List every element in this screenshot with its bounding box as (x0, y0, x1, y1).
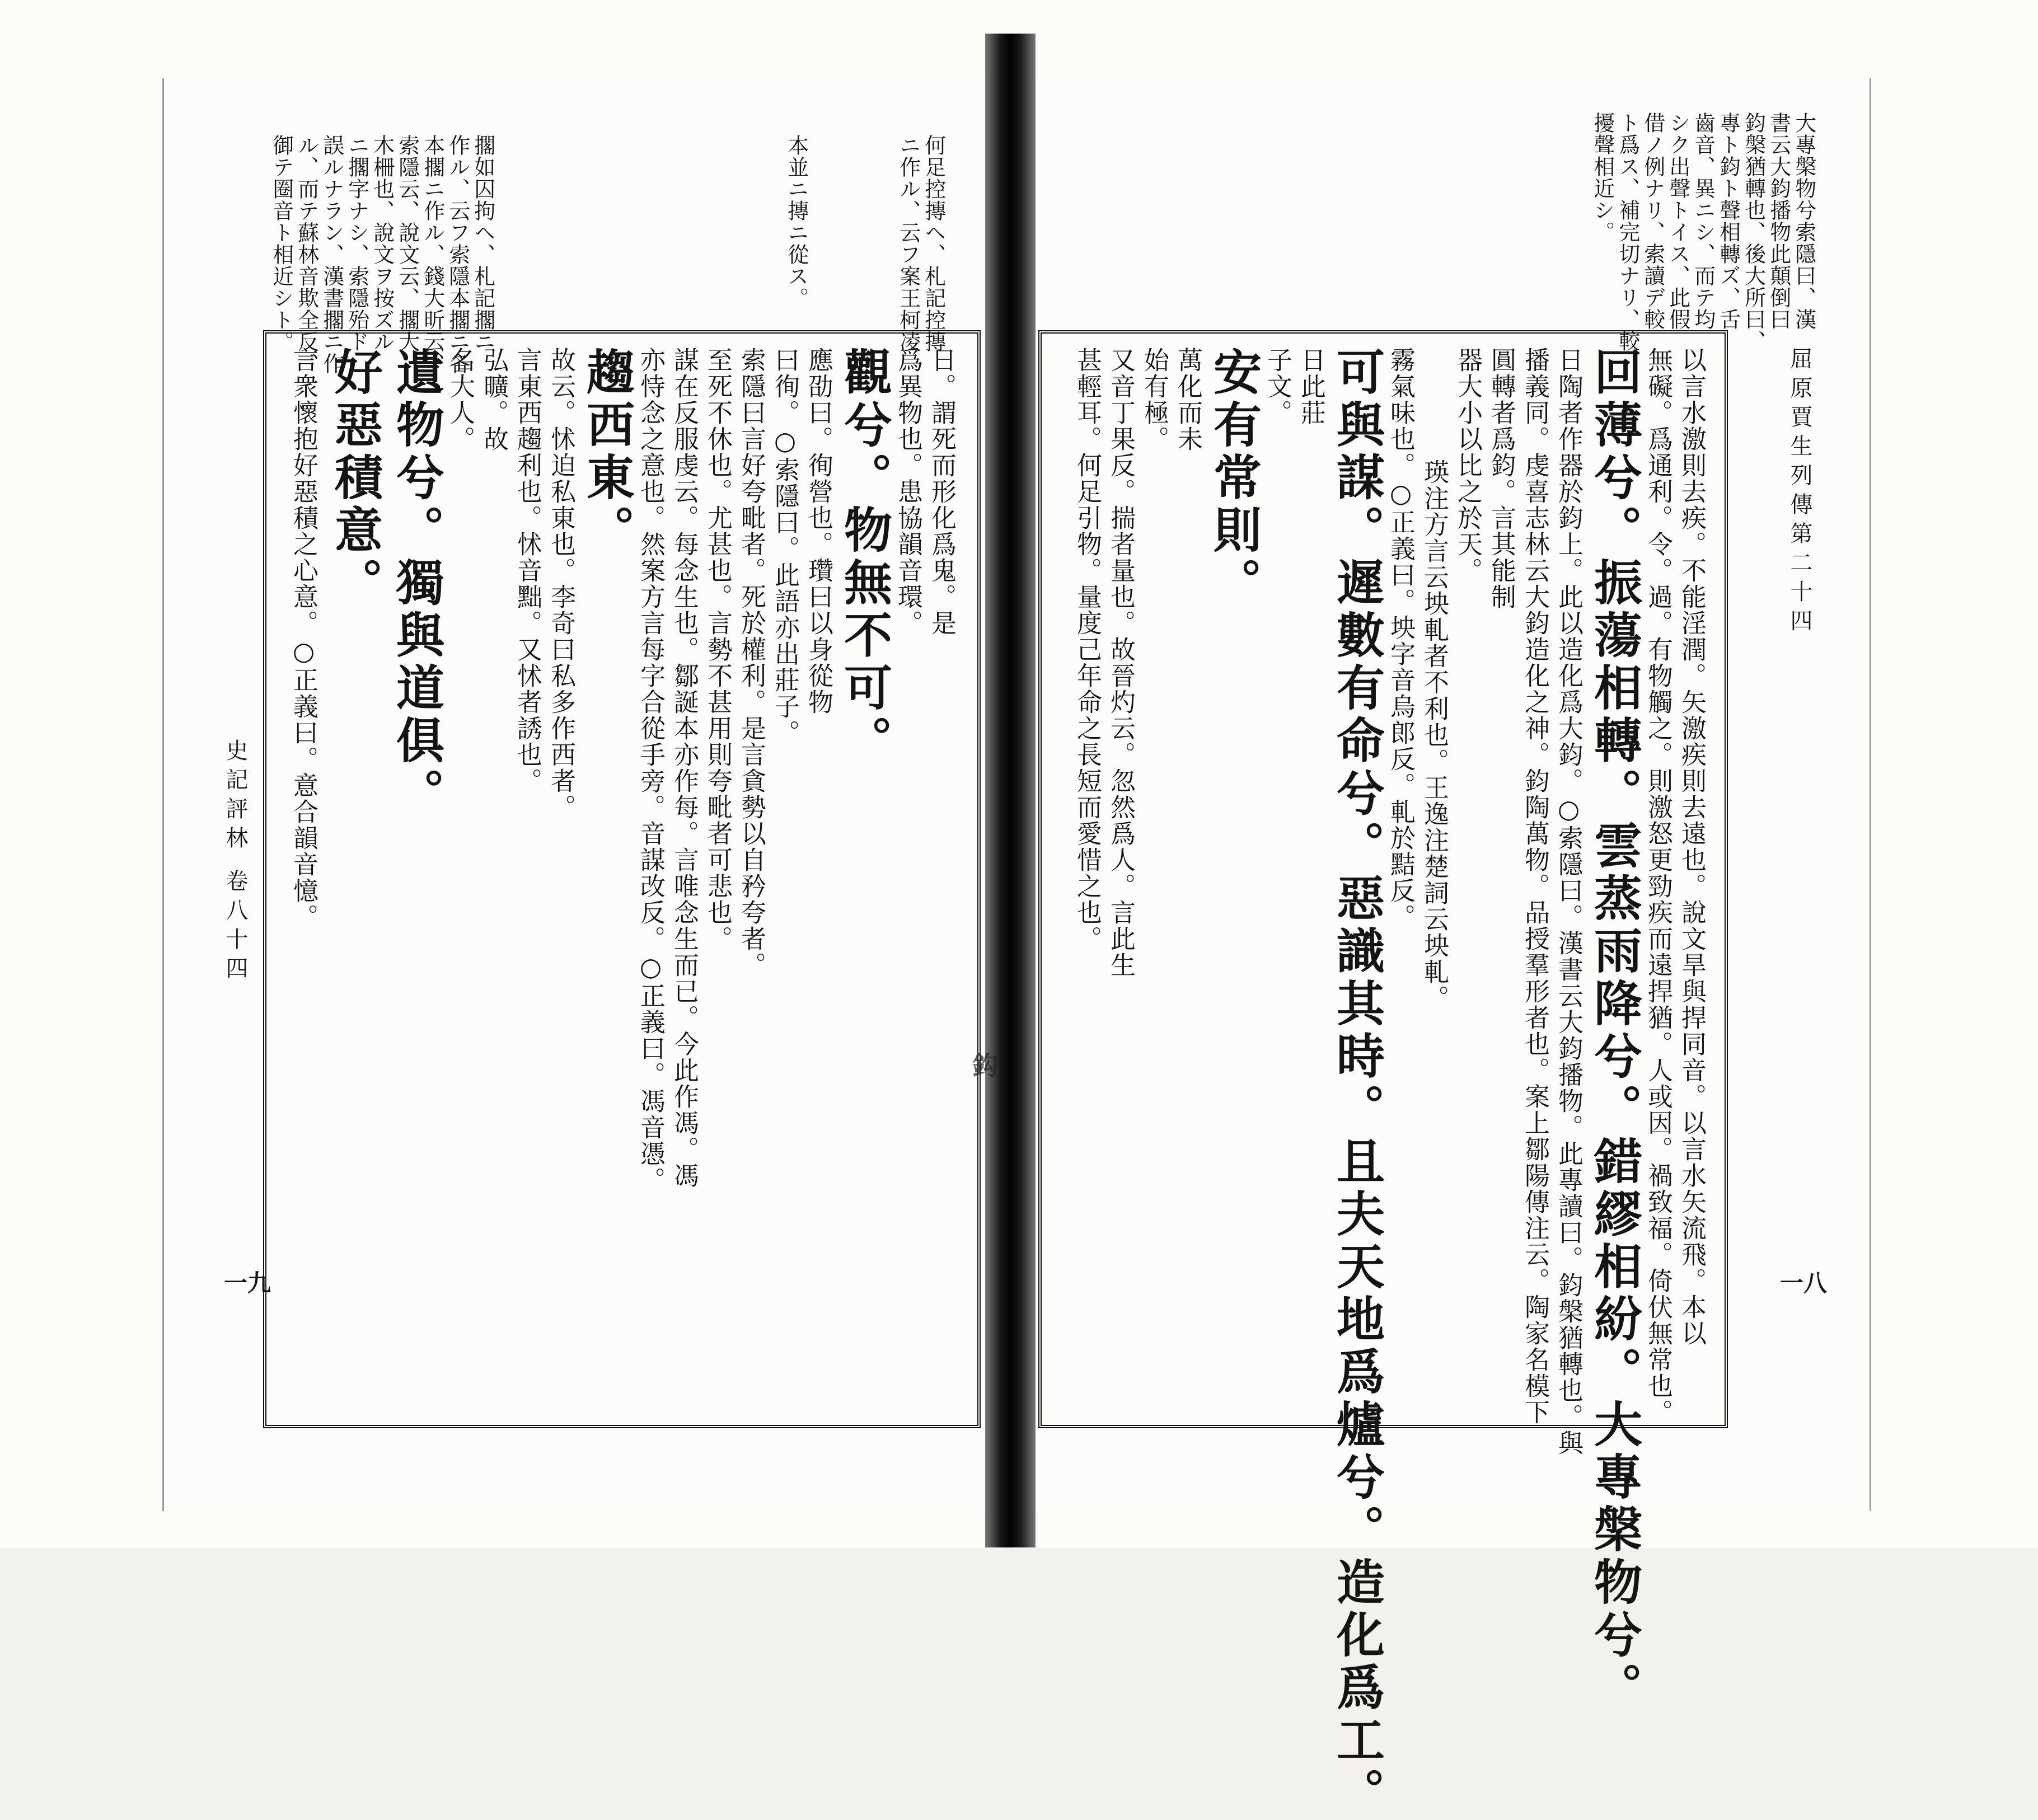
note-line: 大專槃物兮索隱曰、漢 (1791, 112, 1816, 330)
text-column: 回薄兮。振蕩相轉。雲蒸雨降兮。錯繆相紛。大專槃物兮。 (1586, 347, 1642, 1715)
note-line: ル、而テ蘇林音欺全反、 (294, 134, 319, 374)
text-column: 故云。怵迫私東也。李奇曰私多作西者。 (546, 347, 576, 820)
right-top-notes (1450, 112, 1816, 352)
left-page-number: 一九 (224, 1269, 271, 1297)
note-line: 作ル、云フ索隱本擱ニ各 (445, 134, 470, 374)
text-column: 亦恃念之意也。然案方言每字合從手旁。音謀改反。○正義曰。馮音憑。 (636, 347, 666, 1193)
text-column: 爲異物也。患協韻音環。 (893, 347, 923, 636)
text-column: 甚輕耳。何足引物。量度己年命之長短而愛惜之也。 (1072, 347, 1102, 952)
right-running-title: 屈原賈生列傳第二十四 (1787, 347, 1812, 638)
note-line: 專ト鈞ト聲相轉ズ、舌 (1716, 112, 1741, 330)
text-column: 名大人。 (446, 347, 475, 452)
text-column: 日陶者作器於鈞上。此以造化爲大鈞。○索隱曰。漢書云大鈞播物。此專讀曰。鈞槃猶轉也。與 (1554, 347, 1583, 1456)
text-column: 安有常則。 (1205, 347, 1262, 610)
note-line: 擱如囚拘ヘ、札記擱ニ (470, 134, 495, 353)
right-main-text (1052, 347, 1713, 1820)
text-column: 可與謀。遲數有命兮。惡識其時。且夫天地爲爐兮。造化爲工。 (1328, 347, 1385, 1820)
note-line: 鈞槃猶轉也、後大所曰、 (1741, 112, 1766, 352)
left-running-title: 史記評林 卷八十四 (222, 739, 248, 986)
text-column: 曰徇。○索隱曰。此語亦出莊子。 (770, 347, 800, 746)
text-column: 觀兮。物無不可。 (836, 347, 892, 768)
right-page-number: 一八 (1780, 1269, 1828, 1297)
text-column: 好惡積意。 (326, 347, 383, 610)
note-line: 何足控摶ヘ、札記控摶 (921, 134, 946, 353)
note-line: 本擱ニ作ル、錢大昕云、 (420, 134, 445, 374)
text-column: 索隱曰言好夸毗者。死於權利。是言貪勢以自矜夸者。 (737, 347, 766, 978)
left-top-notes (246, 112, 974, 374)
text-column: 言東西趨利也。怵音黜。又怵者誘也。 (513, 347, 542, 794)
text-column: 日。謂死而形化爲鬼。是 (927, 347, 957, 636)
note-line: 齒音、異ニシ、而テ均 (1690, 112, 1716, 330)
text-column: 又音丁果反。揣者量也。故晉灼云。忽然爲人。言此生 (1106, 347, 1136, 978)
note-line: ト爲ス、補完切ナリ、較 (1615, 112, 1640, 352)
note-line: 御テ圈音ト相近シト。 (269, 134, 294, 353)
note-line: 木柵也、說文ヲ按ズル (369, 134, 395, 353)
note-line: 書云大鈞播物此顛倒曰 (1766, 112, 1791, 330)
note-line: ニ擱字ナシ、索隱殆ド (344, 134, 369, 353)
text-column: 趨西東。 (578, 347, 635, 557)
note-line: 本並ニ摶ニ從ス。 (784, 134, 809, 309)
text-column: 應劭曰。徇營也。瓚曰以身從物 (804, 347, 833, 715)
book-binding (985, 34, 1036, 1547)
text-column: 播義同。虔喜志林云大鈞造化之神。鈞陶萬物。品授羣形者也。案上鄒陽傳注云。陶家名模下 (1520, 347, 1550, 1425)
text-column: 無礙。爲通利。令。過。有物觸之。則激怒更勁疾而遠捍猶。人或因。禍致福。倚伏無常也。 (1643, 347, 1673, 1425)
text-column: 霧氣味也。○正義曰。坱字音烏郎反。軋於黠反。 (1386, 347, 1416, 930)
note-line: シク出聲トイス、此假 (1665, 112, 1690, 330)
text-column: 日此莊 (1296, 347, 1326, 426)
library-stamp: 鈎 (968, 1052, 999, 1078)
text-column: 以言水激則去疾。不能淫潤。矢激疾則去遠也。說文旱與捍同音。以言水矢流飛。本以 (1677, 347, 1707, 1347)
text-column: 至死不休也。尤甚也。言勢不甚用則夸毗者可悲也。 (703, 347, 733, 952)
text-column: 瑛注方言云坱軋者不利也。王逸注楚詞云坱軋。 (1419, 459, 1449, 1011)
text-column: 遺物兮。獨與道俱。 (388, 347, 444, 820)
note-line: 借ノ例ナリ、索讀デ較 (1640, 112, 1665, 330)
note-line: ニ作ル、云フ案王柯凌 (896, 134, 921, 353)
text-column: 萬化而未 (1173, 347, 1203, 452)
text-column: 器大小以比之於天。 (1453, 347, 1483, 584)
note-line: 擾聲相近シ。 (1590, 112, 1615, 243)
text-column: 弘曠。故 (479, 347, 509, 452)
text-column: 謀在反服虔云。每念生也。鄒誕本亦作每。言唯念生而已。今此作馮。馮 (669, 347, 699, 1189)
left-main-text (274, 347, 963, 1410)
text-column: 子文。 (1263, 347, 1292, 426)
note-line: 誤ルナラン、漢書擱ニ作 (319, 134, 344, 374)
text-column: 言衆懷抱好惡積之心意。○正義曰。意合韻音憶。 (289, 347, 318, 930)
note-line: 索隱云、說文云、擱大 (395, 134, 420, 353)
text-column: 始有極。 (1140, 347, 1169, 452)
text-column: 圓轉者爲鈞。言其能制 (1487, 347, 1516, 610)
